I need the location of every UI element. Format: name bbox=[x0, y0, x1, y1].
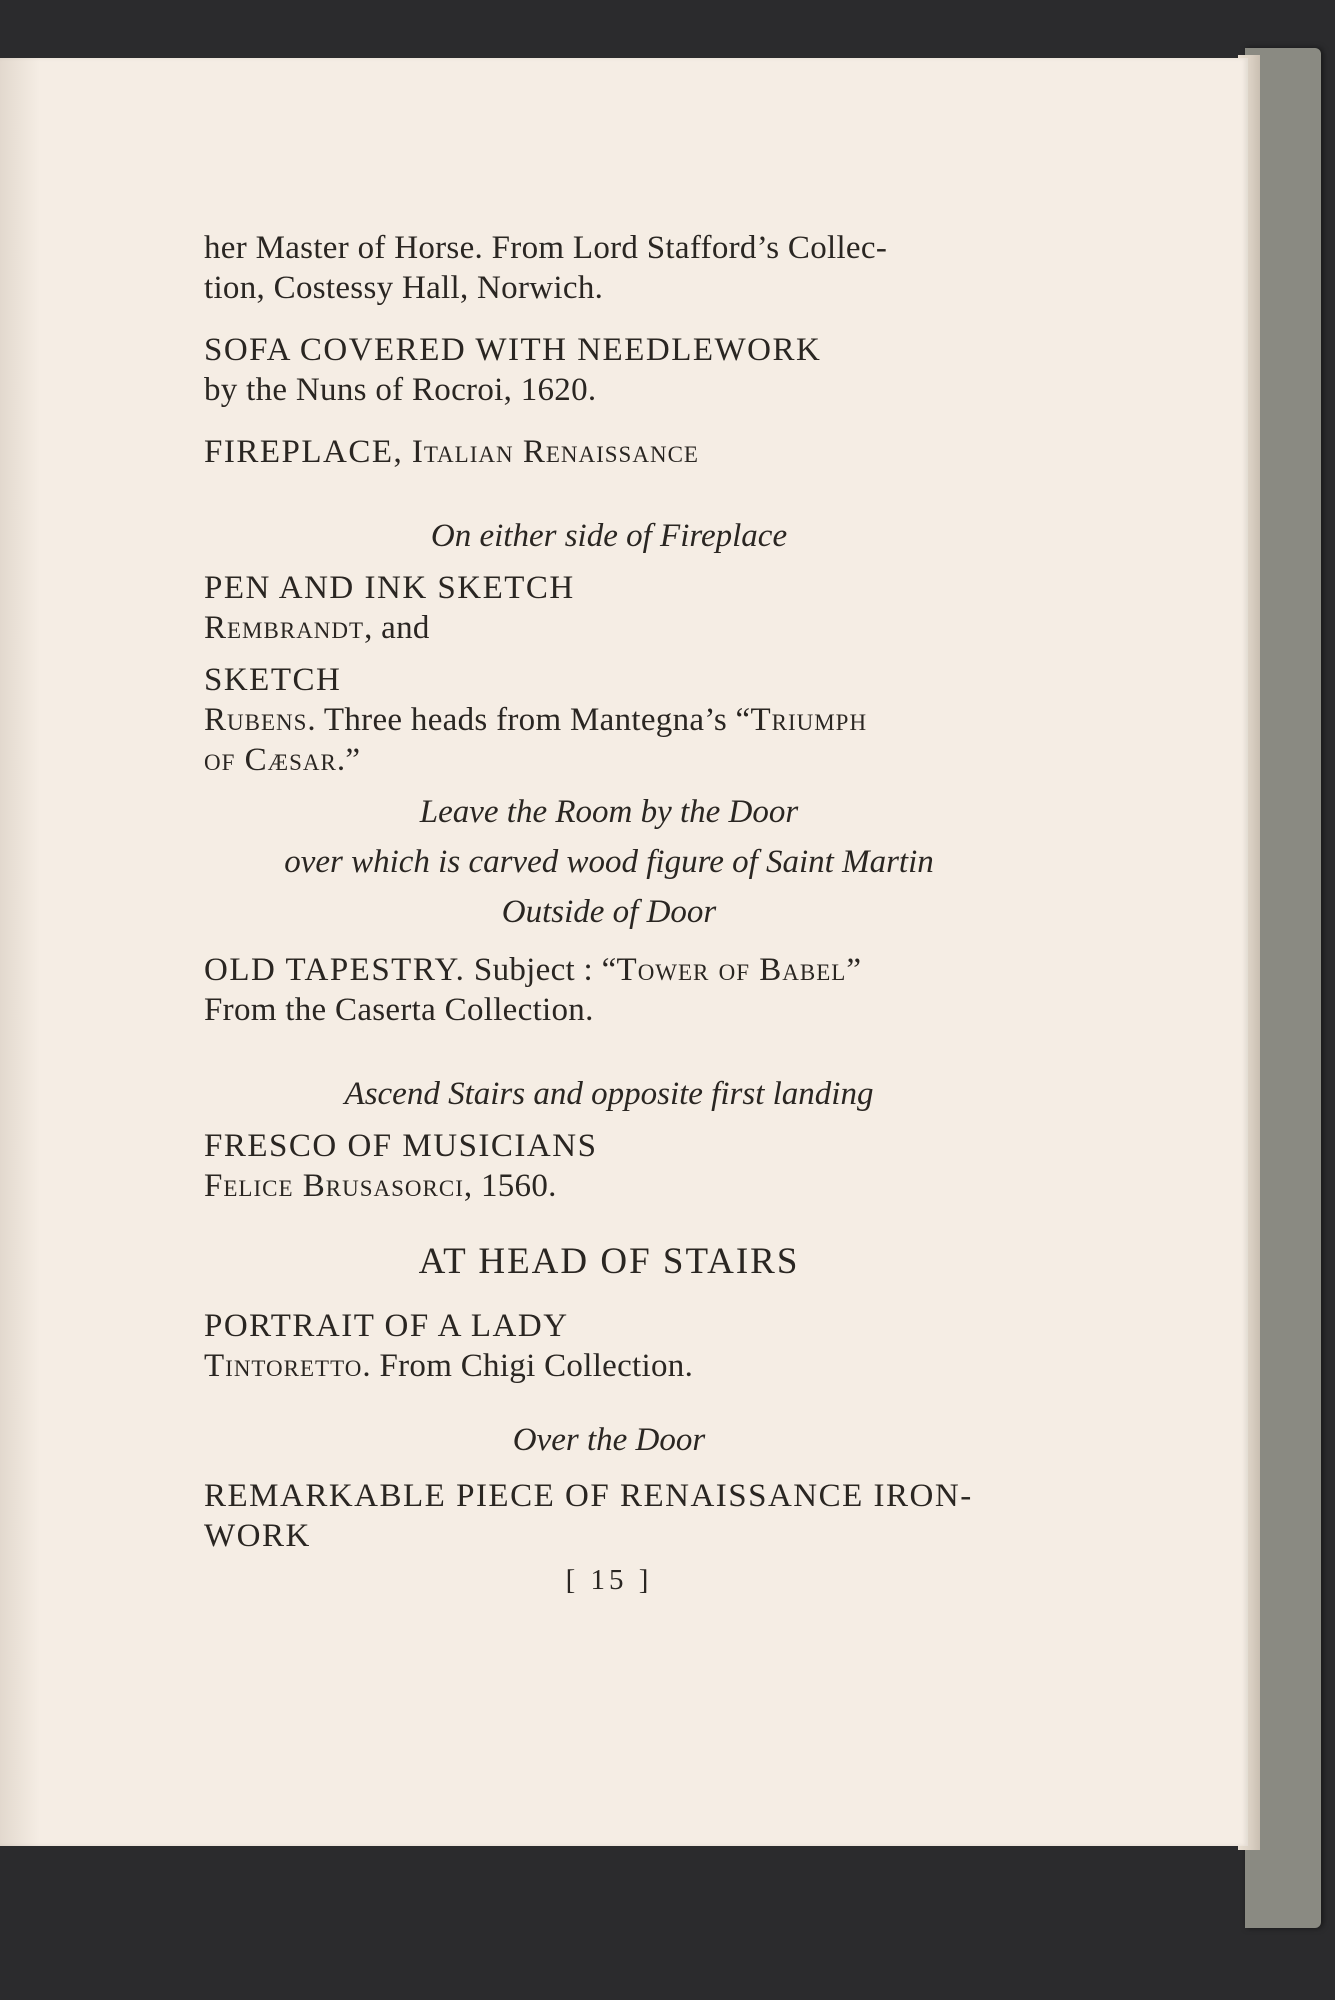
intro-line-1: her Master of Horse. From Lord Stafford’s Collec- bbox=[204, 230, 888, 266]
tapestry-end: ” bbox=[846, 952, 862, 988]
book-page bbox=[0, 58, 1248, 1846]
ironwork-title-line-2: WORK bbox=[204, 1518, 311, 1554]
sketch-description: . Three heads from Mantegna’s “ bbox=[307, 702, 751, 738]
fresco-artist-line bbox=[204, 1166, 1014, 1206]
sofa-description: by the Nuns of Rocroi, 1620. bbox=[204, 372, 597, 408]
portrait-description: . From Chigi Collection. bbox=[362, 1348, 694, 1384]
pen-sketch-title: PEN AND INK SKETCH bbox=[204, 570, 575, 606]
portrait-title: PORTRAIT OF A LADY bbox=[204, 1308, 569, 1344]
sketch-description-line-2 bbox=[204, 740, 1014, 780]
pen-sketch-artist-line bbox=[204, 608, 1014, 648]
sofa-title: SOFA COVERED WITH NEEDLEWORK bbox=[204, 332, 822, 368]
sketch-description-line bbox=[204, 700, 1014, 740]
fresco-artist: Felice Brusasorci bbox=[204, 1168, 464, 1204]
fresco-title: FRESCO OF MUSICIANS bbox=[204, 1128, 598, 1164]
tapestry-work: Tower of Babel bbox=[616, 952, 847, 988]
sketch-artist: Rubens bbox=[204, 702, 308, 738]
direction-carved-figure: over which is carved wood figure of Saint Martin bbox=[284, 844, 934, 880]
direction-outside-door: Outside of Door bbox=[501, 894, 717, 930]
sketch-work-title-1: Triumph bbox=[750, 702, 868, 738]
sketch-end: .” bbox=[336, 742, 361, 778]
fireplace-attribution: Italian Renaissance bbox=[411, 434, 699, 470]
intro-line-2: tion, Costessy Hall, Norwich. bbox=[204, 270, 604, 306]
tapestry-entry bbox=[204, 950, 1014, 990]
ironwork-title-line-1: REMARKABLE PIECE OF RENAISSANCE IRON- bbox=[204, 1478, 973, 1514]
tapestry-title: OLD TAPESTRY. bbox=[204, 952, 466, 988]
fireplace-title: FIREPLACE, bbox=[204, 434, 404, 470]
direction-ascend-stairs: Ascend Stairs and opposite first landing bbox=[344, 1076, 874, 1112]
fireplace-entry bbox=[204, 432, 1014, 472]
fresco-date: , 1560. bbox=[463, 1168, 557, 1204]
portrait-artist: Tintoretto bbox=[204, 1348, 363, 1384]
pen-sketch-and: , and bbox=[364, 610, 430, 646]
tapestry-subject: Subject : “ bbox=[465, 952, 617, 988]
direction-leave-room: Leave the Room by the Door bbox=[419, 794, 799, 830]
tapestry-description: From the Caserta Collection. bbox=[204, 992, 594, 1028]
direction-over-door: Over the Door bbox=[512, 1422, 706, 1458]
portrait-description-line bbox=[204, 1346, 1014, 1386]
sketch-title: SKETCH bbox=[204, 662, 342, 698]
direction-either-side: On either side of Fireplace bbox=[430, 518, 788, 554]
sketch-work-title-2: of Cæsar bbox=[204, 742, 337, 778]
section-heading: AT HEAD OF STAIRS bbox=[418, 1241, 800, 1282]
page-number: [ 15 ] bbox=[565, 1564, 653, 1596]
page-text bbox=[204, 228, 1014, 1598]
pen-sketch-artist: Rembrandt bbox=[204, 610, 365, 646]
